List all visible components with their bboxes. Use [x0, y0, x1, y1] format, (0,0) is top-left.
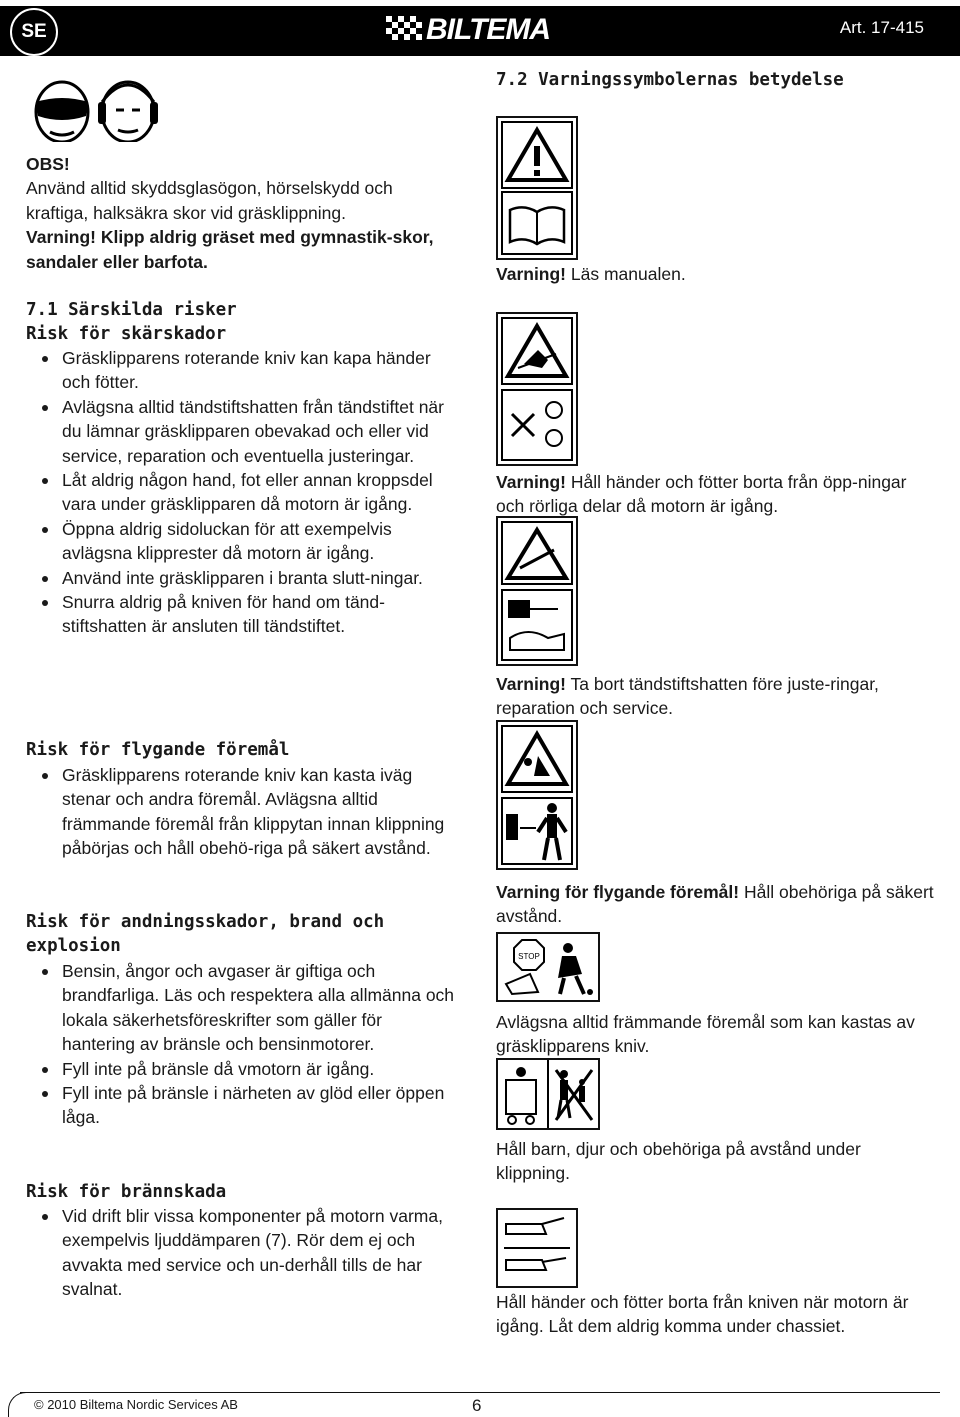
- section-7-2-title: 7.2 Varningssymbolernas betydelse: [496, 70, 844, 90]
- flying-objects-icon: [498, 722, 576, 868]
- country-badge: SE: [10, 8, 58, 56]
- risk-fly-title: Risk för flygande föremål: [26, 740, 290, 760]
- risk-breath-title-line2: explosion: [26, 936, 121, 957]
- caption-text: Läs manualen.: [566, 264, 686, 284]
- symbol-3-caption: [496, 672, 936, 721]
- list-item: Bensin, ångor och avgaser är giftiga och brandfarliga. Läs och respektera alla allmänna och lokala säkerhetsföreskrifter som gäller för hantering av bränsle och bensinmotorer.: [26, 959, 456, 1057]
- stop-sign-text: STOP: [518, 952, 540, 961]
- keep-away-icon: [498, 1060, 598, 1128]
- caption-bold: Varning!: [496, 472, 567, 492]
- list-item: Fyll inte på bränsle i närheten av glöd eller öppen låga.: [26, 1081, 456, 1130]
- obs-text: Använd alltid skyddsglasögon, hörselskydd och kraftiga, halksäkra skor vid gräsklippning.: [26, 178, 393, 223]
- obs-title: OBS!: [26, 154, 70, 174]
- list-item: Vid drift blir vissa komponenter på motorn varma, exempelvis ljuddämparen (7). Rör dem ej och avvakta med service och un-derhåll tills de har svalnat.: [26, 1204, 456, 1302]
- obs-block: [26, 152, 456, 274]
- list-item: Avlägsna alltid tändstiftshatten från tändstiftet när du lämnar gräsklipparen obevakad och eller vid service, reparation och eventuella justeringar.: [26, 395, 456, 468]
- warning-triangle-icon: [498, 118, 576, 258]
- stop-sign-icon: [498, 934, 598, 1000]
- spark-plug-symbol: [496, 516, 578, 666]
- risk-fly-list: [26, 763, 456, 861]
- flying-objects-symbol: [496, 720, 578, 870]
- protective-gear-icon: [28, 72, 158, 142]
- moving-parts-symbol: [496, 312, 578, 466]
- hand-cut-icon: [498, 314, 576, 464]
- caption-bold: Varning för flygande föremål!: [496, 882, 740, 902]
- brand-name: BILTEMA: [426, 13, 551, 46]
- symbol-4-caption: [496, 880, 936, 929]
- caption-text: Håll händer och fötter borta från öpp-ningar och rörliga delar då motorn är igång.: [496, 472, 907, 517]
- checkered-flag-icon: [386, 16, 422, 44]
- list-item: Fyll inte på bränsle då vmotorn är igång.: [26, 1057, 456, 1081]
- page-number: 6: [472, 1396, 482, 1415]
- caption-text: Håll obehöriga på säkert avstånd.: [496, 882, 934, 927]
- blade-hands-icon: [498, 1210, 576, 1286]
- brand-logo: [386, 10, 550, 50]
- risk-cut-list: [26, 346, 456, 639]
- risk-breath-title: [26, 910, 456, 959]
- caption-text: Ta bort tändstiftshatten före juste-ringar, reparation och service.: [496, 674, 879, 719]
- footer-rule: [20, 1392, 940, 1393]
- risk-breath-list: [26, 959, 456, 1130]
- symbol-2-caption: [496, 470, 936, 519]
- list-item: Använd inte gräsklipparen i branta slutt-ningar.: [26, 566, 456, 590]
- list-item: Låt aldrig någon hand, fot eller annan kroppsdel vara under gräsklipparen då motorn är igång.: [26, 468, 456, 517]
- footer-corner: [8, 1392, 33, 1417]
- symbol-7-caption: Håll händer och fötter borta från kniven när motorn är igång. Låt dem aldrig komma under chassiet.: [496, 1292, 909, 1337]
- barefoot-warning: Varning! Klipp aldrig gräset med gymnastik-skor, sandaler eller barfota.: [26, 227, 434, 272]
- risk-burn-list: [26, 1204, 456, 1302]
- list-item: Öppna aldrig sidoluckan för att exempelvis avlägsna klipprester då motorn är igång.: [26, 517, 456, 566]
- list-item: Gräsklipparens roterande kniv kan kasta iväg stenar och andra föremål. Avlägsna alltid främmande föremål från klippytan innan klippning påbörjas och håll obehö-riga på säkert avstånd.: [26, 763, 456, 861]
- article-number: Art. 17-415: [839, 18, 924, 37]
- symbol-5-caption: Avlägsna alltid främmande föremål som kan kastas av gräsklipparens kniv.: [496, 1012, 915, 1057]
- risk-cut-title: Risk för skärskador: [26, 324, 227, 344]
- risk-breath-title-line1: Risk för andningsskador, brand och: [26, 912, 385, 932]
- caption-bold: Varning!: [496, 674, 567, 694]
- spark-plug-icon: [498, 518, 576, 664]
- list-item: Gräsklipparens roterande kniv kan kapa händer och fötter.: [26, 346, 456, 395]
- symbol-6-caption: Håll barn, djur och obehöriga på avstånd under klippning.: [496, 1139, 861, 1184]
- blade-hands-symbol: [496, 1208, 578, 1288]
- remove-objects-symbol: [496, 932, 600, 1002]
- list-item: Snurra aldrig på kniven för hand om tänd-stiftshatten är ansluten till tändstiftet.: [26, 590, 456, 639]
- read-manual-symbol: [496, 116, 578, 260]
- footer-copyright: © 2010 Biltema Nordic Services AB: [34, 1397, 238, 1412]
- risk-burn-title: Risk för brännskada: [26, 1182, 227, 1202]
- symbol-1-caption: [496, 262, 936, 286]
- bystanders-symbol: [496, 1058, 600, 1130]
- caption-bold: Varning!: [496, 264, 567, 284]
- section-7-1-title: 7.1 Särskilda risker: [26, 300, 237, 320]
